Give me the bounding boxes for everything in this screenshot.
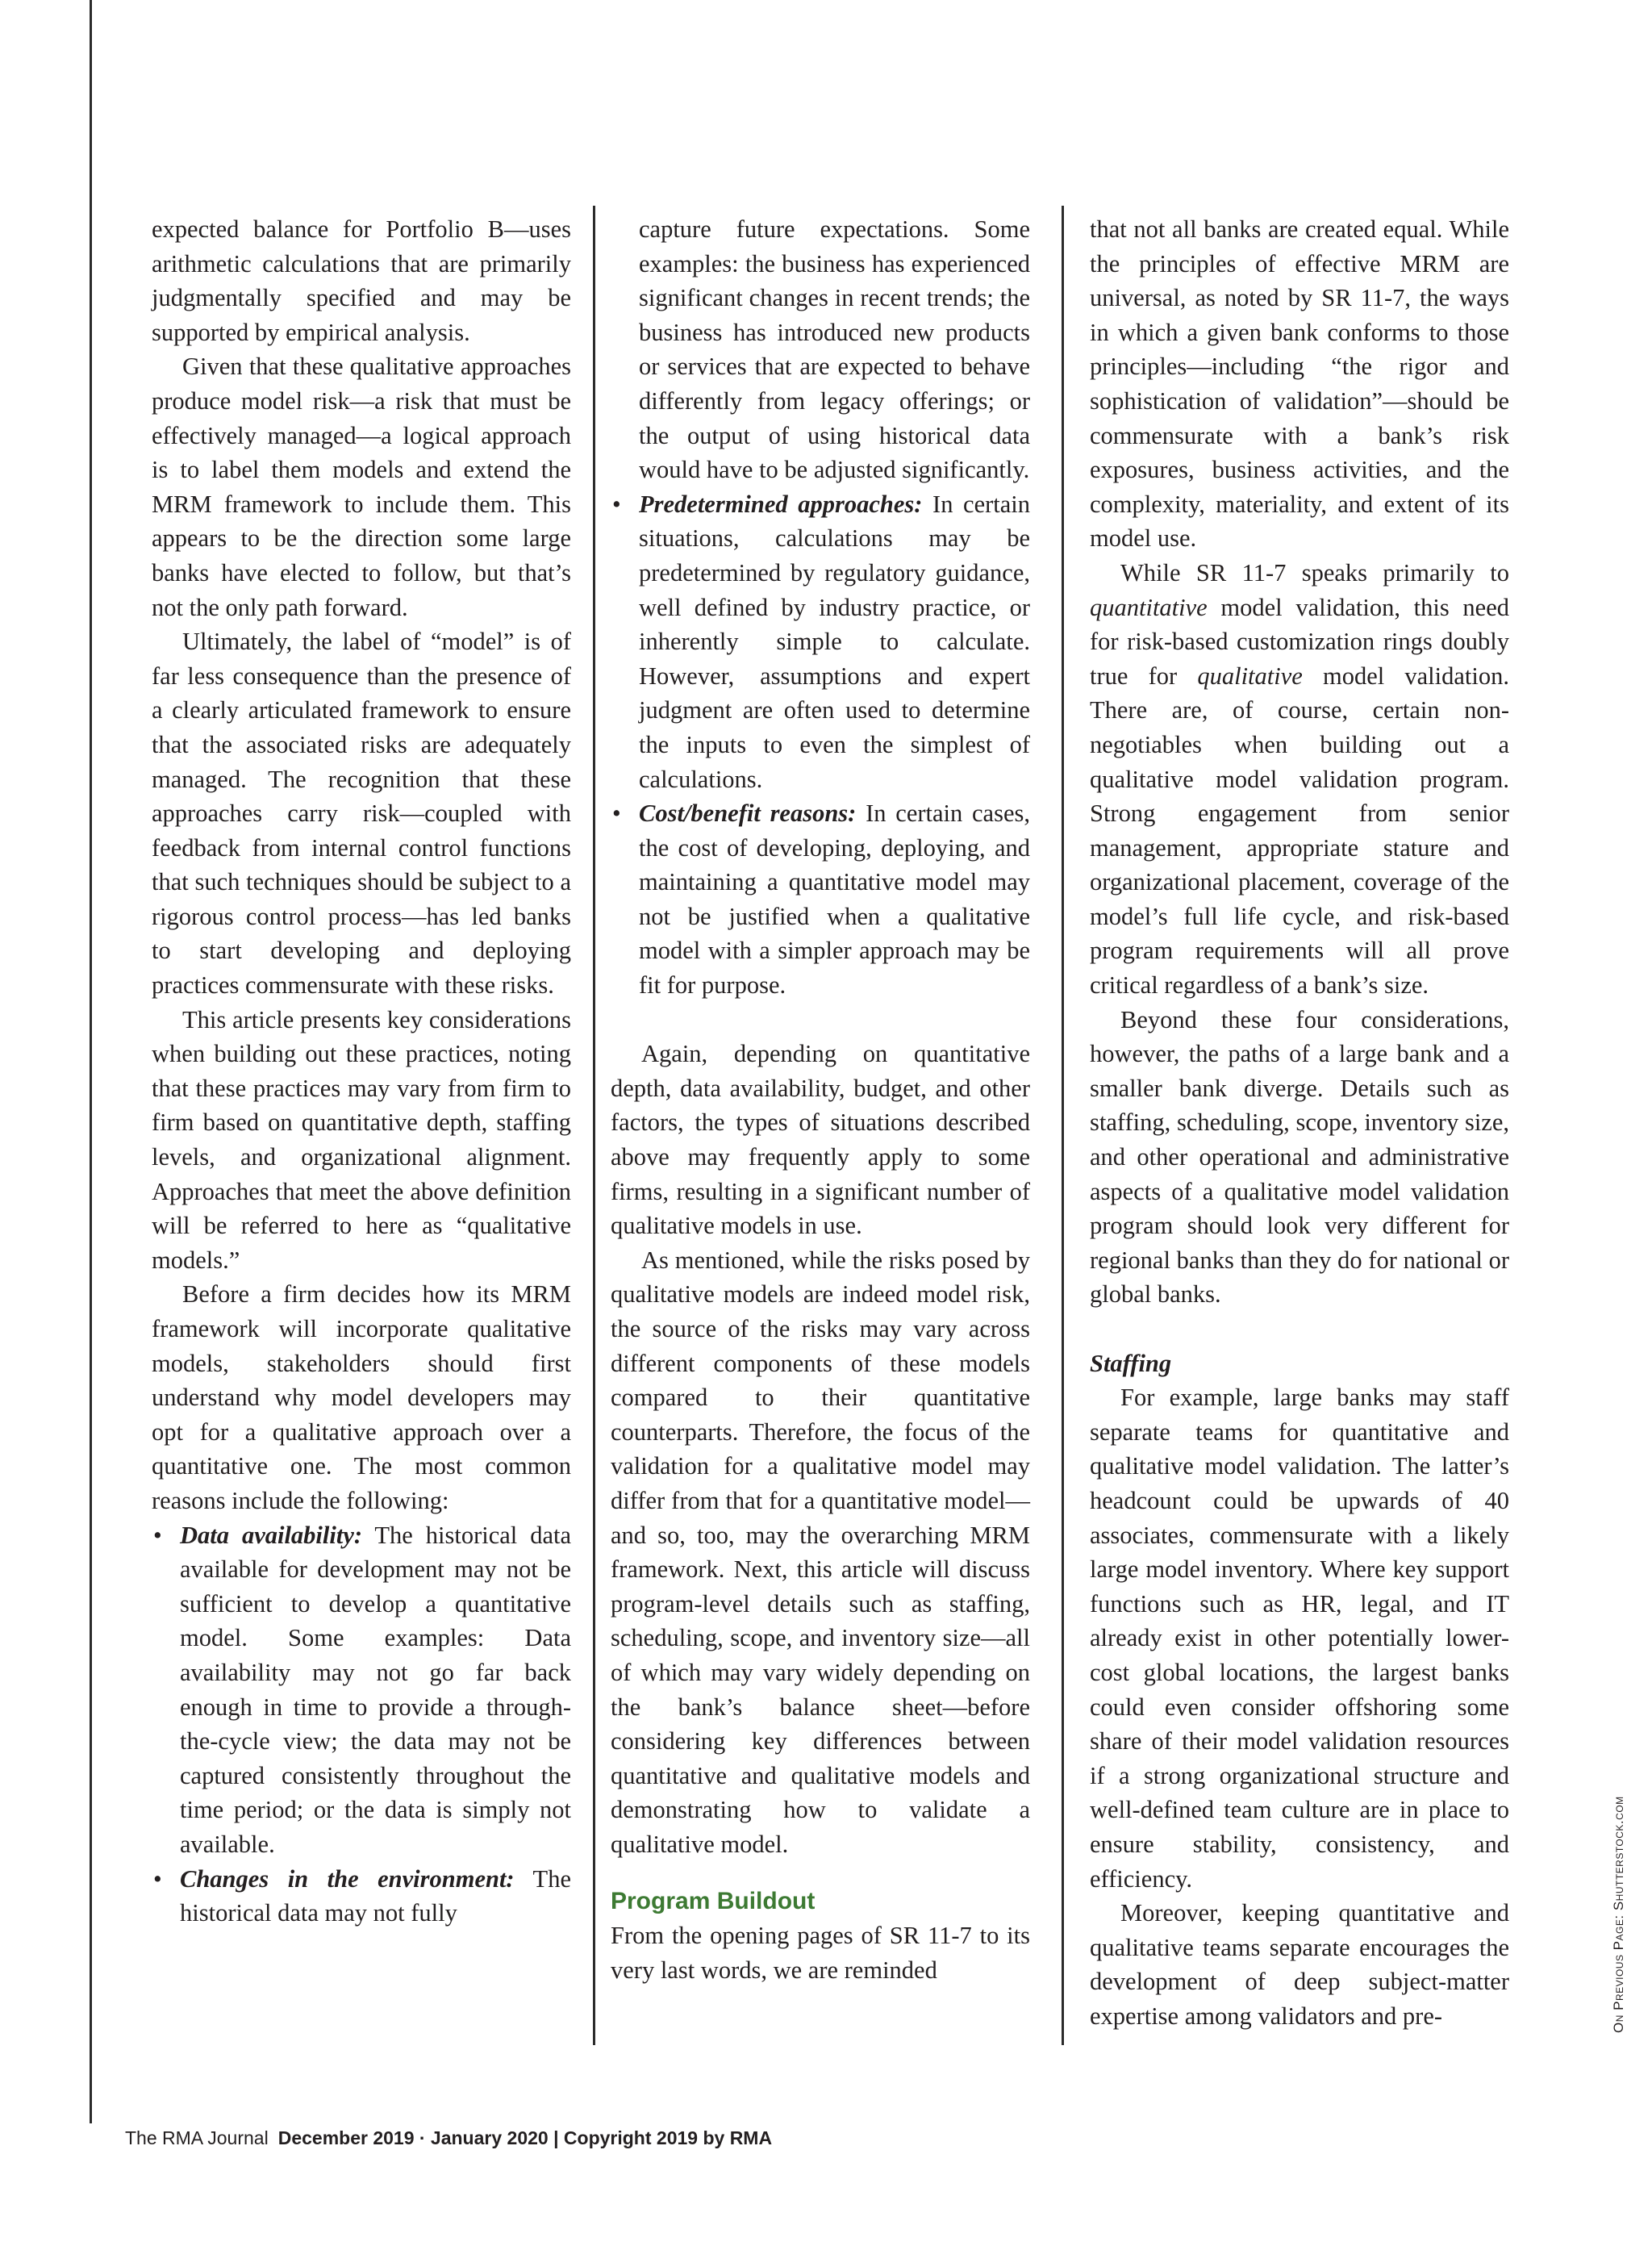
- paragraph: As mentioned, while the risks posed by qualitative models are indeed model risk, the source of the risks may vary across different components of these models compared to their quantitative counterparts. Therefore, the focus of the validation for a qualitative model may differ from that for a quantitative model—and so, too, may the overarching MRM framework. Next, this article will discuss program-level details such as staffing, scheduling, scope, and inventory size—all of which may vary widely depending on the bank’s balance sheet—before considering key differences between quantitative and qualitative models and demonstrating how to validate a qualitative model.: [611, 1246, 1030, 1858]
- paragraph: Before a firm decides how its MRM framework will incorporate qualitative models, stakeholders should first understand why model developers may opt for a qualitative approach over a quantitative one. The most common reasons include the following:: [152, 1280, 571, 1514]
- paragraph: Ultimately, the label of “model” is of far less consequence than the presence of a clearly articulated framework to ensure that the associated risks are adequately managed. The recognition that these approaches carry risk—coupled with feedback from internal control functions that such techniques should be subject to a rigorous control process—has led banks to start developing and deploying practices commensurate with these risks.: [152, 628, 571, 1000]
- text-column-3: [1090, 212, 1509, 2033]
- list-item: [152, 1518, 571, 1862]
- paragraph: capture future expectations. Some examples: the business has experienced significant changes in recent trends; the business has introduced new products or services that are expected to behave differently from legacy offerings; or the output of using historical data would have to be adjusted significantly.: [639, 215, 1030, 484]
- footer-publication: The RMA Journal: [125, 2127, 269, 2148]
- list-item: [611, 796, 1030, 1003]
- paragraph: From the opening pages of SR 11-7 to its very last words, we are reminded: [611, 1922, 1030, 1984]
- reasons-list: [152, 1518, 571, 1931]
- emphasis-qualitative: qualitative: [1197, 662, 1303, 690]
- list-item: [152, 1862, 571, 1931]
- list-item-text: In certain situations, calculations may be predetermined by regulatory guidance, well defined by industry practice, or inherently simple to calculate. However, assumptions and expert judgment are often used to determine the inputs to even the simplest of calculations.: [639, 490, 1030, 793]
- text-column-1: [152, 212, 571, 1931]
- list-item-term: Cost/benefit reasons:: [639, 799, 857, 828]
- paragraph-text: While SR 11-7 speaks primarily to: [1120, 558, 1509, 587]
- list-item-text: In certain cases, the cost of developing, deploying, and maintaining a quantitative model may not be justified when a qualitative model with a simpler approach may be fit for purpose.: [639, 799, 1030, 1000]
- paragraph: that not all banks are created equal. While the principles of effective MRM are universal, as noted by SR 11-7, the ways in which a given bank conforms to those principles—including “the rigor and sophistication of validation”—should be commensurate with a bank’s risk exposures, business activities, and the complexity, materiality, and extent of its model use.: [1090, 215, 1509, 553]
- paragraph-text: model validation. There are, of course, certain non-negotiables when building out a qualitative model validation program. Strong engagement from senior management, appropriate stature and organizational placement, coverage of the model’s full life cycle, and risk-based program requirements will all prove critical regardless of a bank’s size.: [1090, 662, 1509, 1000]
- list-item-text: The historical data may not fully: [180, 1864, 571, 1927]
- paragraph: Beyond these four considerations, however, the paths of a large bank and a smaller bank diverge. Details such as staffing, scheduling, scope, inventory size, and other operational and administrative aspects of a qualitative model validation program should look very different for regional banks than they do for national or global banks.: [1090, 1005, 1509, 1309]
- paragraph: Moreover, keeping quantitative and qualitative teams separate encourages the development of deep subject-matter expertise among validators and pre-: [1090, 1899, 1509, 2030]
- list-item-term: Data availability:: [180, 1521, 363, 1549]
- list-item-text: The historical data available for development may not be sufficient to develop a quantitative model. Some examples: Data availability may not go far back enough in time to provide a through-the-cycle view; the data may not be captured consistently throughout the time period; or the data is simply not available.: [180, 1521, 571, 1858]
- paragraph: expected balance for Portfolio B—uses arithmetic calculations that are primarily judgmentally specified and may be supported by empirical analysis.: [152, 215, 571, 346]
- footer-issue: December 2019 · January 2020 | Copyright 2019 by RMA: [277, 2127, 773, 2148]
- photo-credit: On Previous Page: Shutterstock.com: [1611, 1796, 1626, 2033]
- paragraph: [1090, 556, 1509, 1003]
- subsection-heading: Staffing: [1090, 1349, 1172, 1377]
- list-item-term: Predetermined approaches:: [639, 490, 923, 518]
- paragraph: For example, large banks may staff separate teams for quantitative and qualitative model validation. The latter’s headcount could be upwards of 40 associates, commensurate with a likely large model inventory. Where key support functions such as HR, legal, and IT already exist in other potentially lower-cost global locations, the largest banks could even consider offshoring some share of their model validation resources if a strong organizational structure and well-defined team culture are in place to ensure stability, consistency, and efficiency.: [1090, 1384, 1509, 1893]
- column-rule-1: [593, 206, 595, 2045]
- paragraph: Given that these qualitative approaches produce model risk—a risk that must be effectively managed—a logical approach is to label them models and extend the MRM framework to include them. This appears to be the direction some large banks have elected to follow, but that’s not the only path forward.: [152, 353, 571, 621]
- list-item-term: Changes in the environment:: [180, 1864, 515, 1893]
- text-column-2: [611, 212, 1030, 1987]
- section-heading: Program Buildout: [611, 1887, 816, 1914]
- paragraph: This article presents key considerations when building out these practices, noting that these practices may vary from firm to firm based on quantitative depth, staffing levels, and organizational alignment. Approaches that meet the above definition will be referred to here as “qualitative models.”: [152, 1005, 571, 1274]
- paragraph-text: model validation, this need for risk-based customization rings doubly true for: [1090, 593, 1509, 690]
- column-rule-2: [1062, 206, 1064, 2045]
- page-footer: [125, 2127, 772, 2149]
- list-item: [611, 487, 1030, 796]
- emphasis-quantitative: quantitative: [1090, 593, 1208, 621]
- paragraph: Again, depending on quantitative depth, data availability, budget, and other factors, the types of situations described above may frequently apply to some firms, resulting in a significant number of qualitative models in use.: [611, 1040, 1030, 1240]
- reasons-list-continued: [611, 487, 1030, 1003]
- left-edge-rule: [90, 0, 92, 2123]
